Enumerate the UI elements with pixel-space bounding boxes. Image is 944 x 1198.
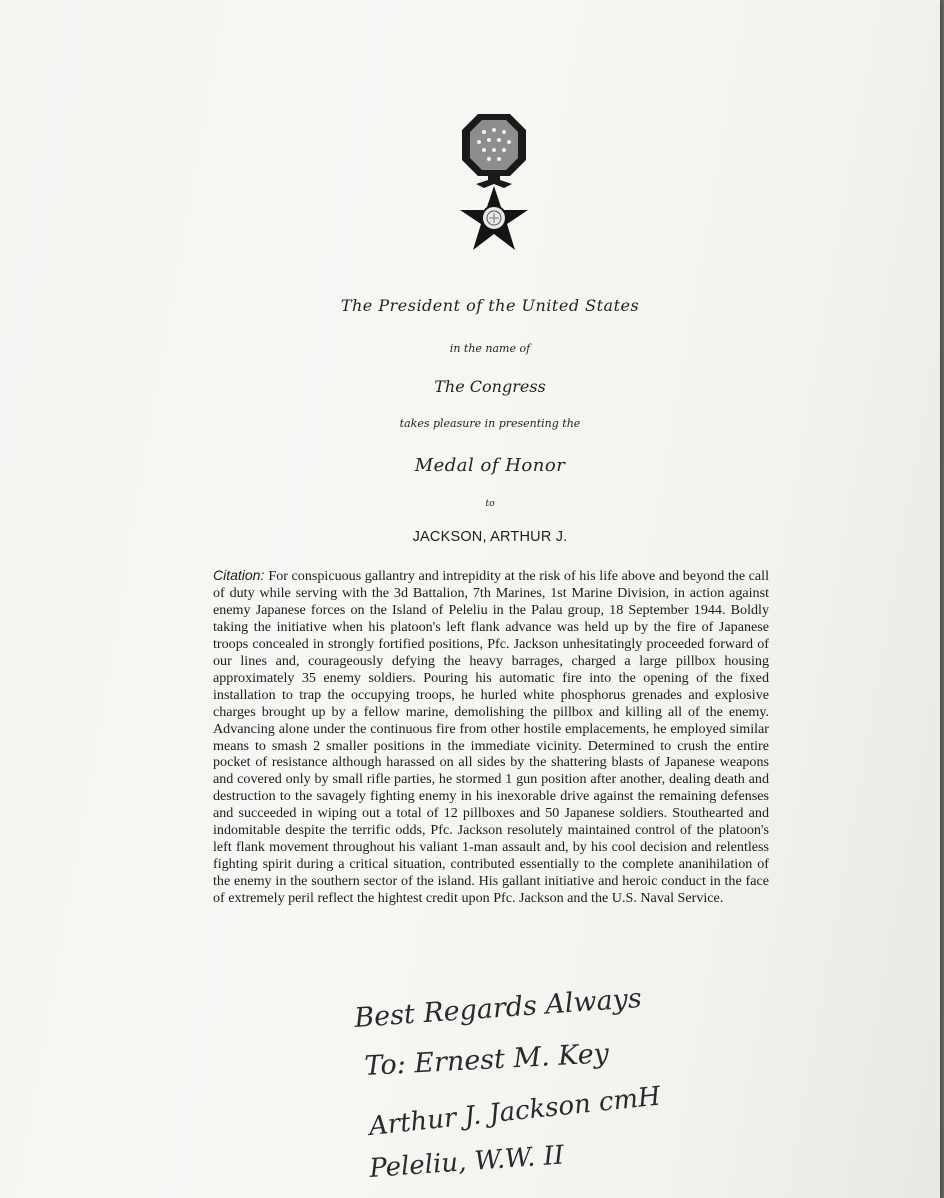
header-in-name-of: in the name of bbox=[449, 342, 531, 355]
recipient-name: JACKSON, ARTHUR J. bbox=[412, 529, 568, 545]
header-medal-of-honor: Medal of Honor bbox=[414, 455, 566, 476]
header-congress: The Congress bbox=[434, 377, 546, 396]
citation-text: For conspicuous gallantry and intrepidity at the risk of his life above and beyond the call of duty while serving with the 3d Battalion, 7th Marines, 1st Marine Division, in action against enemy Japanese forces on the Island of Peleliu in the Palau group, 18 September 1944. Boldly taking the initiative when his platoon's left flank advance was held up by the fire of Japanese troops concealed in strongly fortified positions, Pfc. Jackson unhesitatingly proceeded forward of our lines and, courageously defying the heavy barrages, charged a large pillbox housing approximately 35 enemy soldiers. Pouring his automatic fire into the opening of the fixed installation to trap the occupying troops, he hurled white phosphorus grenades and explosive charges brought up by a fellow marine, demolishing the pillbox and killing all of the enemy. Advancing alone under the continuous fire from other hostile emplacements, he employed similar means to smash 2 smaller positions in the immediate vicinity. Determined to crush the entire pocket of resistance although harassed on all sides by the shattering blasts of Japanese weapons and covered only by small rifle parties, he stormed 1 gun position after another, dealing death and destruction to the savagely fighting enemy in his inexorable drive against the remaining defenses and succeeded in wiping out a total of 12 pillboxes and 50 Japanese soldiers. Stouthearted and indomitable despite the terrific odds, Pfc. Jackson resolutely maintained control of the platoon's left flank movement throughout his valiant 1-man assault and, by his cool decision and relentless fighting spirit during a critical situation, contributed essentially to the complete ananihilation of the enemy in the southern sector of the island. His gallant initiative and heroic conduct in the face of extremely peril reflect the hightest credit upon Pfc. Jackson and the U.S. Naval Service. bbox=[213, 568, 769, 907]
handwritten-line-2: To: Ernest M. Key bbox=[363, 1038, 610, 1082]
header-to: to bbox=[485, 499, 495, 509]
header-president: The President of the United States bbox=[340, 296, 640, 315]
signature-line: Arthur J. Jackson cmH bbox=[367, 1081, 663, 1142]
medal-of-honor-icon bbox=[454, 110, 534, 260]
citation-label: Citation: bbox=[213, 567, 265, 583]
handwritten-inscription bbox=[340, 985, 800, 1185]
handwritten-line-1: Best Regards Always bbox=[353, 985, 643, 1034]
handwritten-line-4: Peleliu, W.W. II bbox=[368, 1140, 566, 1184]
header-takes-pleasure: takes pleasure in presenting the bbox=[399, 417, 581, 430]
citation-paragraph bbox=[213, 567, 769, 907]
